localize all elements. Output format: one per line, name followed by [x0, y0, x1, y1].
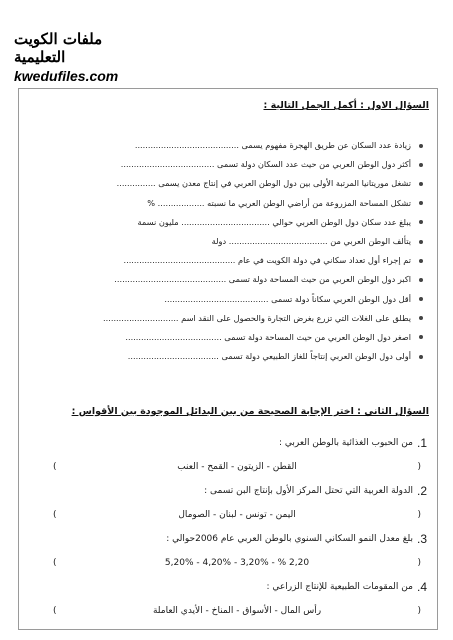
bullet-icon: [419, 220, 423, 224]
close-paren: ): [53, 462, 57, 472]
item-text: اصغر دول الوطن العربي من حيث المساحة دولة تسمى .....................................: [125, 331, 411, 342]
question-row: [17, 480, 427, 502]
options-row: [17, 502, 427, 528]
logo-arabic-text: ملفات الكويت التعليمية: [14, 30, 103, 66]
options-text: القطن - الزيتون - القمح - العنب: [177, 462, 297, 472]
item-text: أكثر دول الوطن العربي من حيث عدد السكان دولة تسمى ....................................: [120, 159, 411, 170]
bullet-icon: [419, 182, 423, 186]
item-text: يبلغ عدد سكان دول الوطن العربي حوالي .................................. مليون نسمة: [137, 216, 411, 227]
list-item: [23, 309, 423, 328]
list-item: [23, 174, 423, 193]
bullet-icon: [419, 144, 423, 148]
section2-list: [17, 432, 427, 624]
open-paren: (: [417, 558, 421, 568]
logo-site-text: kwedufiles.com: [14, 68, 119, 84]
list-item: [23, 155, 423, 174]
question-row: [17, 576, 427, 598]
bullet-icon: [419, 163, 423, 167]
open-paren: (: [417, 510, 421, 520]
list-item: [23, 270, 423, 289]
list-item: [23, 290, 423, 309]
options-row: [17, 454, 427, 480]
question-text: الدولة العربية التي تحتل المركز الأول بإنتاج البن تسمى :: [204, 486, 413, 496]
open-paren: (: [417, 606, 421, 616]
bullet-icon: [419, 316, 423, 320]
bullet-icon: [419, 201, 423, 205]
item-text: يتألف الوطن العربي من ...................................... دولة: [211, 235, 411, 246]
item-text: تشغل موريتانيا المرتبة الأولى بين دول الوطن العربي في إنتاج معدن يسمى ...............: [116, 178, 411, 189]
options-row: [17, 550, 427, 576]
section1-list: [23, 136, 423, 366]
section1-heading: السؤال الاول : أكمل الجمل التالية :: [263, 100, 429, 111]
bullet-icon: [419, 278, 423, 282]
item-text: زيادة عدد السكان عن طريق الهجرة مفهوم يسمى ........................................: [134, 140, 411, 150]
close-paren: ): [53, 606, 57, 616]
list-item: [23, 328, 423, 347]
bullet-icon: [419, 259, 423, 263]
question-text: من المقومات الطبيعية للإنتاج الزراعي :: [266, 582, 413, 592]
list-item: [23, 347, 423, 366]
bullet-icon: [419, 355, 423, 359]
item-text: اكبر دول الوطن العربي من حيث المساحة دولة تسمى ...........................................: [114, 274, 411, 285]
list-item: [23, 251, 423, 270]
question-row: [17, 432, 427, 454]
question-text: بلغ معدل النمو السكاني السنوي بالوطن العربي عام 2006حوالي :: [166, 534, 413, 544]
site-logo: [14, 30, 154, 84]
item-text: تشكل المساحة المزروعة من أراضي الوطن العربي ما نسبته .................. %: [147, 197, 411, 208]
question-row: [17, 528, 427, 550]
item-text: تم إجراء أول تعداد سكاني في دولة الكويت في عام ...........................................: [123, 255, 411, 266]
bullet-icon: [419, 335, 423, 339]
options-text: اليمن - تونس - لبنان - الصومال: [178, 510, 296, 520]
close-paren: ): [53, 510, 57, 520]
question-number: 2.: [416, 484, 427, 498]
bullet-icon: [419, 240, 423, 244]
list-item: [23, 194, 423, 213]
options-row: [17, 598, 427, 624]
options-text: 2,20 % - 3,20% - 4,20% - 5,20%: [164, 558, 310, 568]
list-item: [23, 232, 423, 251]
question-number: 1.: [416, 436, 427, 450]
question-number: 4.: [416, 580, 427, 594]
item-text: يطلق على الغلات التي تزرع بغرض التجارة والحصول على النقد اسم .............................: [103, 312, 411, 323]
item-text: أقل دول الوطن العربي سكاناً دولة تسمى ........................................: [164, 293, 411, 304]
close-paren: ): [53, 558, 57, 568]
list-item: [23, 213, 423, 232]
section2-heading: السؤال الثاني : اختر الإجابة الصحيحة من بين البدائل الموجودة بين الأقواس :: [71, 406, 429, 417]
question-number: 3.: [416, 532, 427, 546]
bullet-icon: [419, 297, 423, 301]
question-text: من الحبوب الغذائية بالوطن العربي :: [279, 438, 413, 448]
item-text: أولى دول الوطن العربي إنتاجاً للغاز الطبيعي دولة تسمى ...................................: [127, 351, 411, 362]
open-paren: (: [417, 462, 421, 472]
list-item: [23, 136, 423, 155]
options-text: رأس المال - الأسواق - المناخ - الأيدي العاملة: [152, 606, 322, 616]
